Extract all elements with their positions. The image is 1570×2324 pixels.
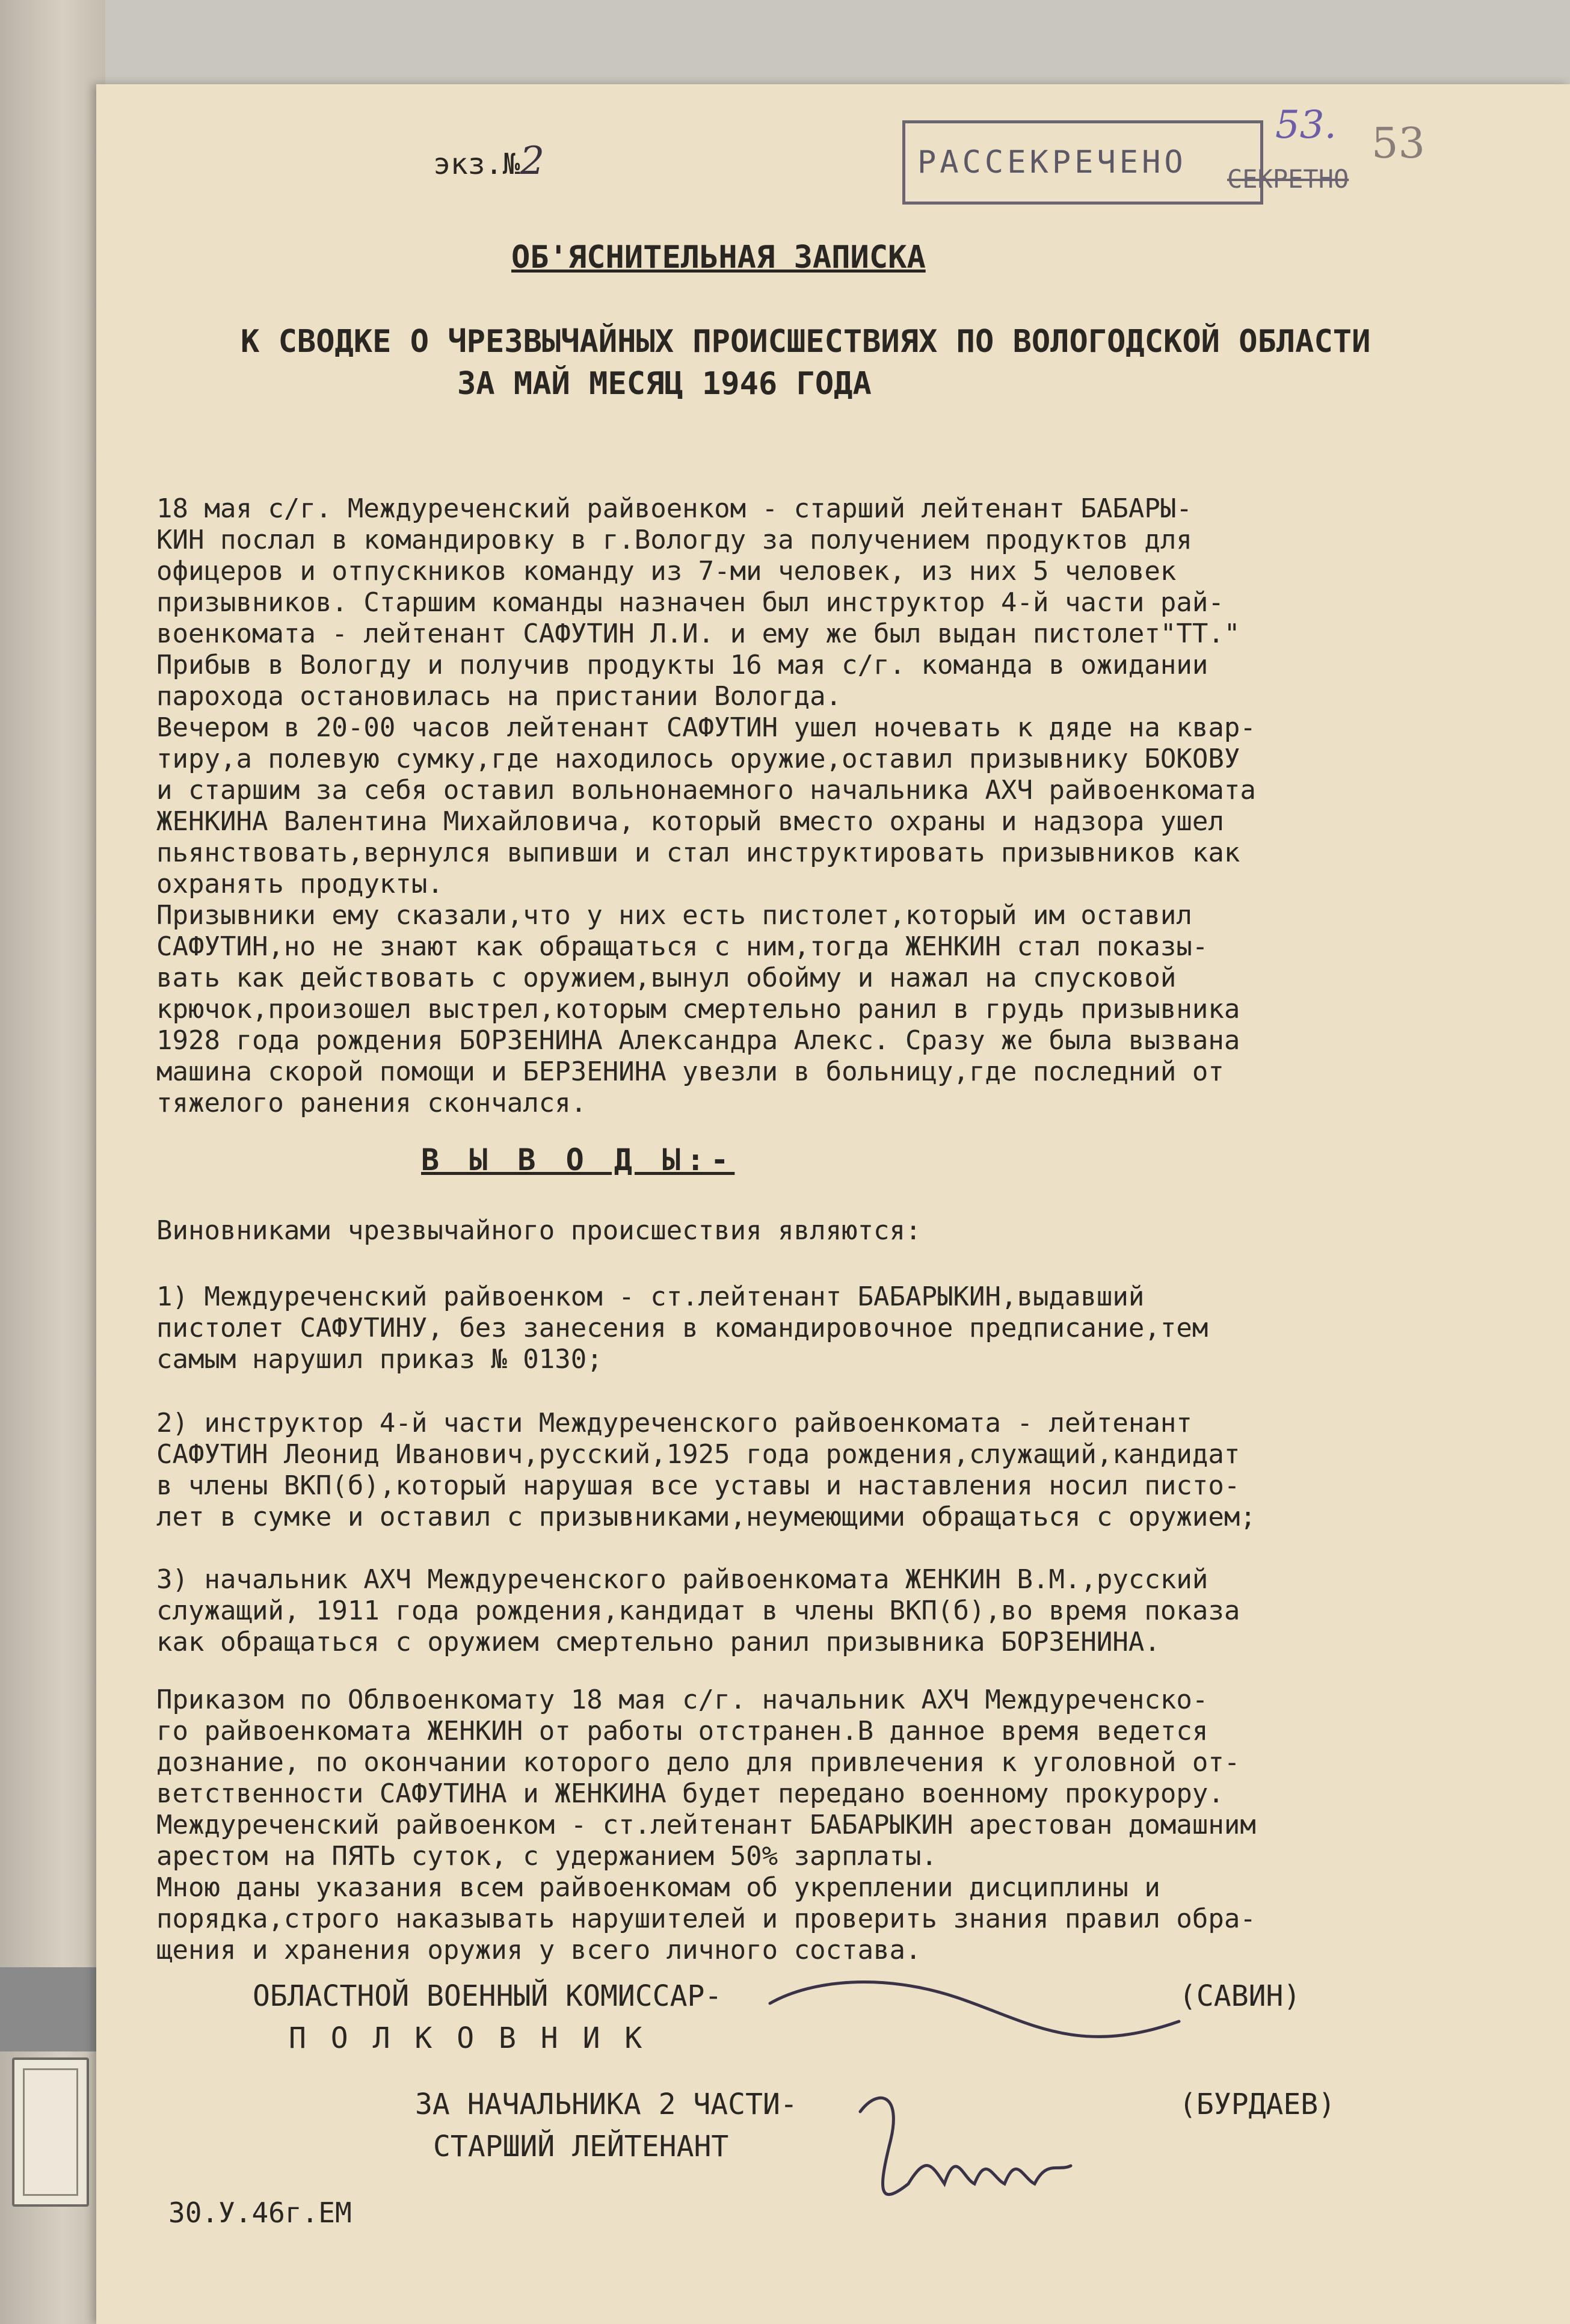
signer-2-rank: СТАРШИЙ ЛЕЙТЕНАНТ <box>433 2130 729 2163</box>
text-line: пистолет САФУТИНУ, без занесения в командировочное предписание,тем <box>156 1313 1208 1343</box>
declassified-stamp: РАССЕКРЕЧЕНО <box>902 120 1263 205</box>
text-line: офицеров и отпускников команду из 7-ми человек, из них 5 человек <box>156 556 1177 587</box>
text-line: Междуреченский райвоенком - ст.лейтенант БАБАРЫКИН арестован домашним <box>156 1810 1256 1840</box>
text-line: арестом на ПЯТЬ суток, с удержанием 50% зарплаты. <box>156 1841 938 1872</box>
text-line: ЖЕНКИНА Валентина Михайловича, который вместо охраны и надзора ушел <box>156 806 1224 837</box>
text-line: вать как действовать с оружием,вынул обойму и нажал на спусковой <box>156 963 1177 993</box>
text-line: КИН послал в командировку в г.Вологду за получением продуктов для <box>156 525 1192 555</box>
sheet-number-handwritten: 53. <box>1275 103 1337 147</box>
text-line: в члены ВКП(б),который нарушая все уставы и наставления носил писто- <box>156 1470 1240 1501</box>
grey-band <box>0 1967 105 2051</box>
signer-2-name: (БУРДАЕВ) <box>1179 2088 1336 2121</box>
text-line: Призывники ему сказали,что у них есть пистолет,который им оставил <box>156 900 1192 931</box>
signer-1-name: (САВИН) <box>1179 1979 1301 2013</box>
frame-ornament <box>12 2057 89 2207</box>
sheet-number: 53 <box>1371 119 1426 168</box>
secret-mark: СЕКРЕТНО <box>1227 164 1349 194</box>
text-line: го райвоенкомата ЖЕНКИН от работы отстранен.В данное время ведется <box>156 1716 1208 1746</box>
conclusion-item-3 <box>156 1564 1510 1658</box>
text-line: военкомата - лейтенант САФУТИН Л.И. и ему же был выдан пистолет"ТТ." <box>156 618 1240 649</box>
text-line: Вечером в 20-00 часов лейтенант САФУТИН ушел ночевать к дяде на квар- <box>156 712 1256 743</box>
text-line: щения и хранения оружия у всего личного состава. <box>156 1935 922 1965</box>
copy-label: экз.№ <box>433 147 520 181</box>
conclusion-item-2 <box>156 1408 1510 1533</box>
text-line: Мною даны указания всем райвоенкомам об укреплении дисциплины и <box>156 1872 1160 1903</box>
text-line: призывников. Старшим команды назначен был инструктор 4-й части рай- <box>156 587 1224 618</box>
conclusions-heading: В Ы В О Д Ы:- <box>421 1142 735 1177</box>
text-line: крючок,произошел выстрел,которым смертельно ранил в грудь призывника <box>156 994 1240 1025</box>
signature-1-scrawl <box>764 1967 1185 2064</box>
text-line: тяжелого ранения скончался. <box>156 1088 587 1118</box>
text-line: Прибыв в Вологду и получив продукты 16 мая с/г. команда в ожидании <box>156 650 1208 680</box>
conclusion-item-1 <box>156 1281 1510 1375</box>
text-line: машина скорой помощи и БЕРЗЕНИНА увезли в больницу,где последний от <box>156 1056 1224 1087</box>
footer-date: 30.У.46г.ЕМ <box>168 2196 352 2229</box>
text-line: как обращаться с оружием смертельно ранил призывника БОРЗЕНИНА. <box>156 1627 1160 1657</box>
text-line: и старшим за себя оставил вольнонаемного начальника АХЧ райвоенкомата <box>156 775 1256 806</box>
text-line: 1928 года рождения БОРЗЕНИНА Александра Алекс. Сразу же была вызвана <box>156 1025 1240 1056</box>
text-line: служащий, 1911 года рождения,кандидат в члены ВКП(б),во время показа <box>156 1595 1240 1626</box>
copy-number <box>433 139 545 183</box>
document-subtitle: К СВОДКЕ О ЧРЕЗВЫЧАЙНЫХ ПРОИСШЕСТВИЯХ ПО ВОЛОГОДСКОЙ ОБЛАСТИ <box>241 324 1371 360</box>
signer-2-position: ЗА НАЧАЛЬНИКА 2 ЧАСТИ- <box>415 2088 798 2121</box>
text-line: лет в сумке и оставил с призывниками,неумеющими обращаться с оружием; <box>156 1502 1256 1532</box>
text-line: Приказом по Облвоенкомату 18 мая с/г. начальник АХЧ Междуреченско- <box>156 1684 1208 1715</box>
text-line: 2) инструктор 4-й части Междуреченского райвоенкомата - лейтенант <box>156 1408 1192 1438</box>
document-page <box>96 84 1570 2324</box>
signer-1-rank: П О Л К О В Н И К <box>289 2021 646 2055</box>
document-subtitle-2: ЗА МАЙ МЕСЯЦ 1946 ГОДА <box>457 366 872 402</box>
conclusions-intro: Виновниками чрезвычайного происшествия являются: <box>156 1215 922 1246</box>
adjacent-page-edge <box>0 0 105 2324</box>
text-line: ветственности САФУТИНА и ЖЕНКИНА будет передано военному прокурору. <box>156 1778 1224 1809</box>
text-line: САФУТИН Леонид Иванович,русский,1925 года рождения,служащий,кандидат <box>156 1439 1240 1470</box>
text-line: пьянствовать,вернулся выпивши и стал инструктировать призывников как <box>156 837 1240 868</box>
text-line: 3) начальник АХЧ Междуреченского райвоенкомата ЖЕНКИН В.М.,русский <box>156 1564 1208 1595</box>
signature-2-scrawl <box>842 2076 1083 2232</box>
text-line: охранять продукты. <box>156 869 443 899</box>
signer-1-position: ОБЛАСТНОЙ ВОЕННЫЙ КОМИССАР- <box>253 1979 722 2013</box>
copy-number-handwritten: 2 <box>520 139 545 183</box>
text-line: дознание, по окончании которого дело для привлечения к уголовной от- <box>156 1747 1240 1778</box>
text-line: САФУТИН,но не знают как обращаться с ним,тогда ЖЕНКИН стал показы- <box>156 931 1208 962</box>
text-line: порядка,строго наказывать нарушителей и проверить знания правил обра- <box>156 1903 1256 1934</box>
closing-text <box>156 1684 1510 1966</box>
text-line: парохода остановилась на пристании Вологда. <box>156 681 842 712</box>
body-text <box>156 493 1510 1119</box>
text-line: 18 мая с/г. Междуреченский райвоенком - старший лейтенант БАБАРЫ- <box>156 493 1192 524</box>
text-line: тиру,а полевую сумку,где находилось оружие,оставил призывнику БОКОВУ <box>156 744 1240 774</box>
text-line: 1) Междуреченский райвоенком - ст.лейтенант БАБАРЫКИН,выдавший <box>156 1281 1145 1312</box>
text-line: самым нарушил приказ № 0130; <box>156 1344 603 1375</box>
document-title: ОБ'ЯСНИТЕЛЬНАЯ ЗАПИСКА <box>511 239 926 276</box>
